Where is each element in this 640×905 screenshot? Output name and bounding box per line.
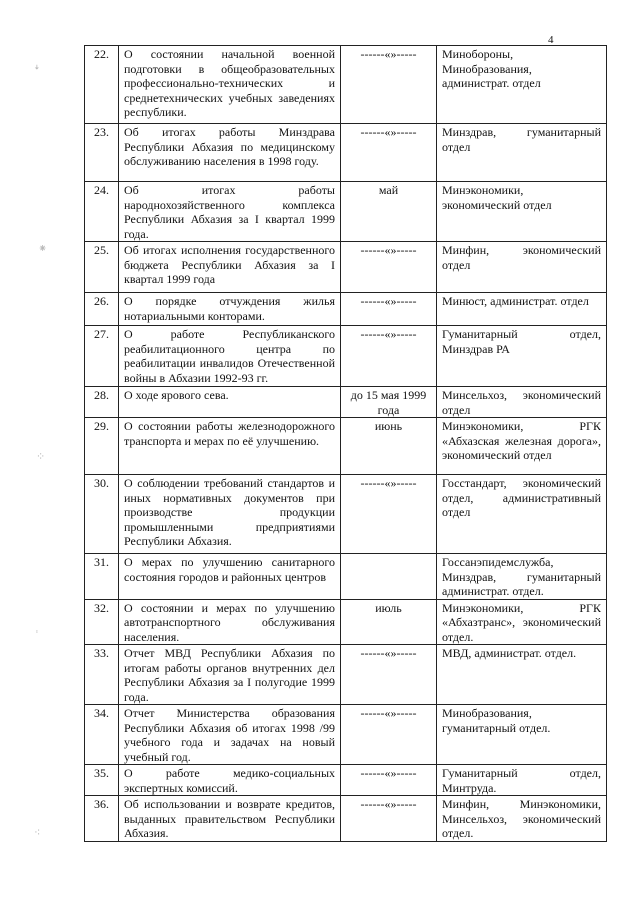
scan-mark: ⁖ — [34, 827, 41, 839]
row-responsible: Минсельхоз, экономический отдел — [437, 387, 607, 418]
row-number: 27. — [85, 326, 119, 387]
table-row — [85, 387, 607, 418]
table-row — [85, 124, 607, 182]
row-number: 29. — [85, 418, 119, 475]
row-number: 23. — [85, 124, 119, 182]
row-responsible: Минэкономики, РГК «Абхазтранс», экономический отдел. — [437, 599, 607, 645]
row-topic: О соблюдении требований стандартов и иных нормативных документов при производстве продукции промышленными предприятиями Республики Абхазия. — [119, 475, 341, 554]
row-responsible: Минэкономики, экономический отдел — [437, 182, 607, 242]
page-number: 4 — [548, 34, 554, 46]
row-number: 24. — [85, 182, 119, 242]
table-row — [85, 796, 607, 842]
row-responsible: Минюст, администрат. отдел — [437, 293, 607, 326]
row-term: ------«»----- — [341, 645, 437, 705]
table-row — [85, 765, 607, 796]
row-topic: О работе Республиканского реабилитационного центра по реабилитации инвалидов Отечественной войны в Абхазии 1992-93 гг. — [119, 326, 341, 387]
row-responsible: Минздрав, гуманитарный отдел — [437, 124, 607, 182]
agenda-table — [84, 45, 607, 842]
row-responsible: Минэкономики, РГК «Абхазская железная дорога», экономический отдел — [437, 418, 607, 475]
row-topic: О состоянии и мерах по улучшению автотранспортного обслуживания населения. — [119, 599, 341, 645]
row-responsible: МВД, администрат. отдел. — [437, 645, 607, 705]
scan-mark: ⁘ — [36, 451, 46, 463]
row-topic: Об итогах исполнения государственного бюджета Республики Абхазия за I квартал 1999 года — [119, 242, 341, 293]
row-number: 32. — [85, 599, 119, 645]
table-row — [85, 418, 607, 475]
table-row — [85, 705, 607, 765]
row-responsible: Минобразования, гуманитарный отдел. — [437, 705, 607, 765]
row-topic: Об использовании и возврате кредитов, выданных правительством Республики Абхазия. — [119, 796, 341, 842]
row-number: 26. — [85, 293, 119, 326]
row-term: ------«»----- — [341, 46, 437, 124]
row-topic: Об итогах работы Минздрава Республики Абхазия по медицинскому обслуживанию населения в 1998 году. — [119, 124, 341, 182]
row-number: 25. — [85, 242, 119, 293]
row-responsible: Минфин, экономический отдел — [437, 242, 607, 293]
row-term: ------«»----- — [341, 326, 437, 387]
table-row — [85, 182, 607, 242]
row-number: 22. — [85, 46, 119, 124]
row-number: 34. — [85, 705, 119, 765]
row-topic: О состоянии начальной военной подготовки в общеобразовательных профессионально-технических и среднетехнических учебных заведениях республики. — [119, 46, 341, 124]
row-responsible: Гуманитарный отдел, Минздрав РА — [437, 326, 607, 387]
row-topic: Отчет МВД Республики Абхазия по итогам работы органов внутренних дел Республики Абхазия за I полугодие 1999 года. — [119, 645, 341, 705]
row-topic: О работе медико-социальных экспертных комиссий. — [119, 765, 341, 796]
table-row — [85, 645, 607, 705]
row-topic: Об итогах работы народнохозяйственного комплекса Республики Абхазия за I квартал 1999 года. — [119, 182, 341, 242]
row-term: до 15 мая 1999 года — [341, 387, 437, 418]
table-row — [85, 475, 607, 554]
row-term: ------«»----- — [341, 765, 437, 796]
scan-mark: ꜜ — [34, 66, 40, 78]
scan-mark: ⁕ — [38, 243, 48, 255]
row-term: ------«»----- — [341, 124, 437, 182]
table-row — [85, 326, 607, 387]
row-topic: О мерах по улучшению санитарного состояния городов и районных центров — [119, 554, 341, 600]
row-term — [341, 554, 437, 600]
scan-mark: ᶦ — [36, 627, 38, 639]
row-number: 31. — [85, 554, 119, 600]
row-number: 33. — [85, 645, 119, 705]
row-responsible: Минобороны, Минобразования, администрат. отдел — [437, 46, 607, 124]
row-term: ------«»----- — [341, 796, 437, 842]
row-term: ------«»----- — [341, 293, 437, 326]
row-term: май — [341, 182, 437, 242]
row-term: ------«»----- — [341, 705, 437, 765]
table-row — [85, 293, 607, 326]
row-responsible: Минфин, Минэкономики, Минсельхоз, экономический отдел. — [437, 796, 607, 842]
table-row — [85, 46, 607, 124]
row-number: 30. — [85, 475, 119, 554]
row-number: 36. — [85, 796, 119, 842]
table-row — [85, 599, 607, 645]
row-number: 28. — [85, 387, 119, 418]
row-responsible: Госстандарт, экономический отдел, административный отдел — [437, 475, 607, 554]
row-responsible: Госсанэпидемслужба, Минздрав, гуманитарный администрат. отдел. — [437, 554, 607, 600]
row-term: ------«»----- — [341, 242, 437, 293]
row-topic: Отчет Министерства образования Республики Абхазия об итогах 1998 /99 учебного года и задачах на новый учебный год. — [119, 705, 341, 765]
table-row — [85, 242, 607, 293]
row-term: ------«»----- — [341, 475, 437, 554]
table-row — [85, 554, 607, 600]
row-term: июль — [341, 599, 437, 645]
row-number: 35. — [85, 765, 119, 796]
row-topic: О состоянии работы железнодорожного транспорта и мерах по её улучшению. — [119, 418, 341, 475]
row-term: июнь — [341, 418, 437, 475]
row-topic: О ходе ярового сева. — [119, 387, 341, 418]
row-topic: О порядке отчуждения жилья нотариальными конторами. — [119, 293, 341, 326]
row-responsible: Гуманитарный отдел, Минтруда. — [437, 765, 607, 796]
